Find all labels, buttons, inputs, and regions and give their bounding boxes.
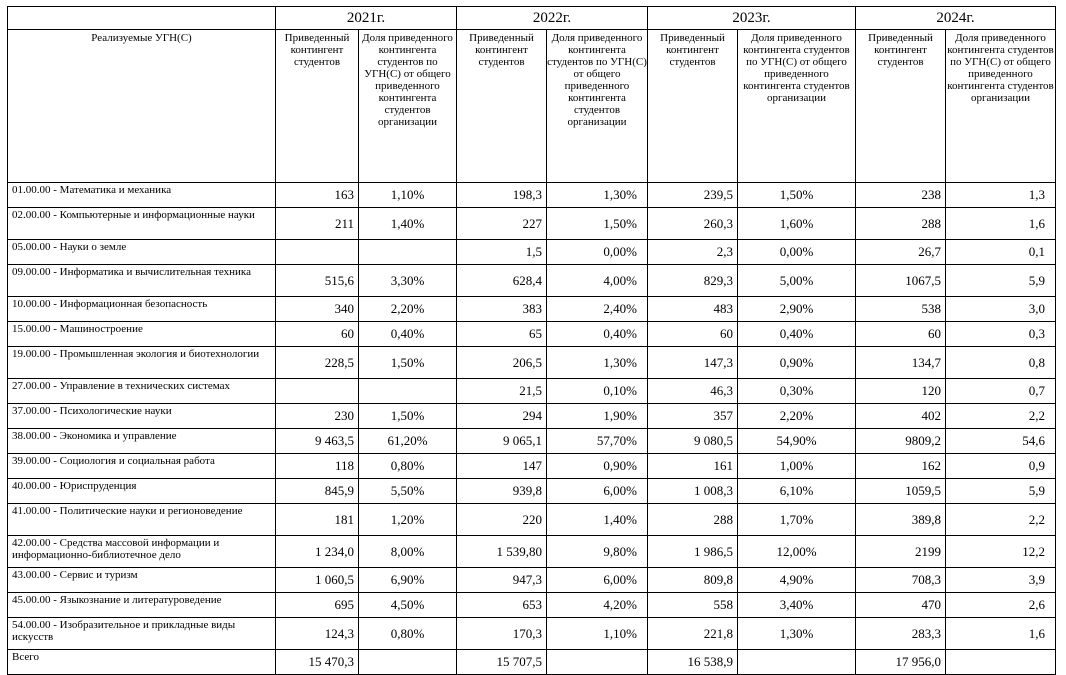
count-2023-cell: 260,3 <box>648 208 738 240</box>
ugn-name-cell: 05.00.00 - Науки о земле <box>8 240 276 265</box>
ugn-name-cell: 15.00.00 - Машиностроение <box>8 322 276 347</box>
count-2024-cell: 1059,5 <box>856 479 946 504</box>
share-2022-cell: 1,50% <box>547 208 648 240</box>
ugn-name-cell: 54.00.00 - Изобразительное и прикладные виды искусств <box>8 618 276 650</box>
share-2022-cell: 0,40% <box>547 322 648 347</box>
table-row <box>8 618 1056 650</box>
count-2022-cell: 9 065,1 <box>457 429 547 454</box>
share-2022-header: Доля приведенного контингента студентов по УГН(С) от общего приведенного контингента студентов организации <box>547 30 648 183</box>
share-2021-cell: 3,30% <box>359 265 457 297</box>
share-2024-cell: 5,9 <box>946 265 1056 297</box>
empty-cell <box>946 650 1056 675</box>
share-2023-cell: 5,00% <box>738 265 856 297</box>
empty-cell <box>359 650 457 675</box>
ugn-name-cell: 19.00.00 - Промышленная экология и биотехнологии <box>8 347 276 379</box>
count-2022-cell: 227 <box>457 208 547 240</box>
count-2024-cell: 134,7 <box>856 347 946 379</box>
count-2021-cell: 1 060,5 <box>276 568 359 593</box>
count-2023-cell: 483 <box>648 297 738 322</box>
count-2022-cell: 628,4 <box>457 265 547 297</box>
count-2021-cell: 9 463,5 <box>276 429 359 454</box>
count-2024-cell: 120 <box>856 379 946 404</box>
share-2022-cell: 2,40% <box>547 297 648 322</box>
share-2021-cell: 0,40% <box>359 322 457 347</box>
count-2024-cell: 708,3 <box>856 568 946 593</box>
count-2024-cell: 288 <box>856 208 946 240</box>
count-2021-cell <box>276 379 359 404</box>
ugn-name-cell: 37.00.00 - Психологические науки <box>8 404 276 429</box>
table-row <box>8 183 1056 208</box>
count-2021-cell: 515,6 <box>276 265 359 297</box>
count-2024-cell: 2199 <box>856 536 946 568</box>
total-2021-cell: 15 470,3 <box>276 650 359 675</box>
document-page <box>7 6 1056 675</box>
count-2021-cell: 228,5 <box>276 347 359 379</box>
count-2021-cell: 340 <box>276 297 359 322</box>
ugn-name-cell: 41.00.00 - Политические науки и регионоведение <box>8 504 276 536</box>
share-2023-cell: 54,90% <box>738 429 856 454</box>
count-2021-cell: 181 <box>276 504 359 536</box>
count-2022-cell: 939,8 <box>457 479 547 504</box>
share-2024-cell: 1,3 <box>946 183 1056 208</box>
count-2022-cell: 653 <box>457 593 547 618</box>
share-2021-header: Доля приведенного контингента студентов по УГН(С) от общего приведенного контингента студентов организации <box>359 30 457 183</box>
table-row <box>8 347 1056 379</box>
count-2023-cell: 239,5 <box>648 183 738 208</box>
count-2022-cell: 21,5 <box>457 379 547 404</box>
count-2022-cell: 206,5 <box>457 347 547 379</box>
count-2021-cell: 60 <box>276 322 359 347</box>
share-2021-cell: 1,20% <box>359 504 457 536</box>
count-2023-cell: 60 <box>648 322 738 347</box>
share-2022-cell: 9,80% <box>547 536 648 568</box>
count-2022-cell: 1 539,80 <box>457 536 547 568</box>
count-2024-cell: 538 <box>856 297 946 322</box>
share-2021-cell: 1,50% <box>359 404 457 429</box>
count-2021-cell: 124,3 <box>276 618 359 650</box>
count-2023-cell: 2,3 <box>648 240 738 265</box>
column-header-row <box>8 30 1056 183</box>
share-2023-cell: 1,30% <box>738 618 856 650</box>
count-2022-cell: 198,3 <box>457 183 547 208</box>
share-2021-cell: 5,50% <box>359 479 457 504</box>
year-header-row <box>8 7 1056 30</box>
table-row <box>8 240 1056 265</box>
ugn-name-cell: 42.00.00 - Средства массовой информации и информационно-библиотечное дело <box>8 536 276 568</box>
share-2023-cell: 4,90% <box>738 568 856 593</box>
share-2024-cell: 54,6 <box>946 429 1056 454</box>
ugn-column-header: Реализуемые УГН(С) <box>8 30 276 183</box>
share-2023-cell: 0,00% <box>738 240 856 265</box>
count-2024-cell: 470 <box>856 593 946 618</box>
share-2023-cell: 1,60% <box>738 208 856 240</box>
ugn-name-cell: 45.00.00 - Языкознание и литературоведение <box>8 593 276 618</box>
count-2023-cell: 809,8 <box>648 568 738 593</box>
ugn-name-cell: 27.00.00 - Управление в технических системах <box>8 379 276 404</box>
table-row <box>8 429 1056 454</box>
count-2023-cell: 288 <box>648 504 738 536</box>
ugn-contingent-table <box>7 6 1056 675</box>
share-2024-cell: 0,9 <box>946 454 1056 479</box>
count-2021-cell: 695 <box>276 593 359 618</box>
count-2022-cell: 147 <box>457 454 547 479</box>
share-2021-cell: 61,20% <box>359 429 457 454</box>
year-2022-header: 2022г. <box>457 7 648 30</box>
ugn-name-cell: 02.00.00 - Компьютерные и информационные науки <box>8 208 276 240</box>
share-2022-cell: 57,70% <box>547 429 648 454</box>
total-label-cell: Всего <box>8 650 276 675</box>
count-2024-cell: 60 <box>856 322 946 347</box>
ugn-name-cell: 40.00.00 - Юриспруденция <box>8 479 276 504</box>
count-2023-cell: 558 <box>648 593 738 618</box>
count-2023-cell: 1 008,3 <box>648 479 738 504</box>
count-2021-cell <box>276 240 359 265</box>
share-2024-cell: 12,2 <box>946 536 1056 568</box>
count-2023-header: Приведенный контингент студентов <box>648 30 738 183</box>
share-2024-cell: 0,7 <box>946 379 1056 404</box>
count-2023-cell: 829,3 <box>648 265 738 297</box>
share-2022-cell: 0,00% <box>547 240 648 265</box>
share-2022-cell: 1,30% <box>547 347 648 379</box>
count-2022-cell: 1,5 <box>457 240 547 265</box>
share-2021-cell: 1,10% <box>359 183 457 208</box>
table-row <box>8 479 1056 504</box>
share-2024-cell: 5,9 <box>946 479 1056 504</box>
share-2023-cell: 2,90% <box>738 297 856 322</box>
share-2022-cell: 6,00% <box>547 568 648 593</box>
share-2021-cell <box>359 379 457 404</box>
share-2024-cell: 2,6 <box>946 593 1056 618</box>
total-2024-cell: 17 956,0 <box>856 650 946 675</box>
share-2024-cell: 2,2 <box>946 404 1056 429</box>
table-row <box>8 379 1056 404</box>
total-2022-cell: 15 707,5 <box>457 650 547 675</box>
count-2023-cell: 46,3 <box>648 379 738 404</box>
share-2023-cell: 1,50% <box>738 183 856 208</box>
share-2023-cell: 1,00% <box>738 454 856 479</box>
total-2023-cell: 16 538,9 <box>648 650 738 675</box>
count-2024-cell: 283,3 <box>856 618 946 650</box>
count-2024-header: Приведенный контингент студентов <box>856 30 946 183</box>
count-2024-cell: 26,7 <box>856 240 946 265</box>
count-2024-cell: 402 <box>856 404 946 429</box>
share-2023-cell: 0,30% <box>738 379 856 404</box>
share-2022-cell: 1,40% <box>547 504 648 536</box>
share-2021-cell <box>359 240 457 265</box>
ugn-name-cell: 39.00.00 - Социология и социальная работа <box>8 454 276 479</box>
share-2024-cell: 1,6 <box>946 618 1056 650</box>
share-2023-cell: 0,90% <box>738 347 856 379</box>
share-2022-cell: 6,00% <box>547 479 648 504</box>
count-2024-cell: 9809,2 <box>856 429 946 454</box>
count-2022-cell: 294 <box>457 404 547 429</box>
share-2024-header: Доля приведенного контингента студентов по УГН(С) от общего приведенного контингента студентов организации <box>946 30 1056 183</box>
year-2024-header: 2024г. <box>856 7 1056 30</box>
year-2021-header: 2021г. <box>276 7 457 30</box>
count-2023-cell: 221,8 <box>648 618 738 650</box>
count-2021-cell: 163 <box>276 183 359 208</box>
count-2021-cell: 230 <box>276 404 359 429</box>
share-2023-cell: 0,40% <box>738 322 856 347</box>
share-2021-cell: 1,40% <box>359 208 457 240</box>
share-2021-cell: 8,00% <box>359 536 457 568</box>
share-2022-cell: 1,30% <box>547 183 648 208</box>
share-2023-cell: 6,10% <box>738 479 856 504</box>
count-2022-cell: 383 <box>457 297 547 322</box>
share-2023-cell: 12,00% <box>738 536 856 568</box>
share-2021-cell: 4,50% <box>359 593 457 618</box>
count-2022-cell: 947,3 <box>457 568 547 593</box>
table-row <box>8 208 1056 240</box>
share-2024-cell: 0,1 <box>946 240 1056 265</box>
share-2023-cell: 2,20% <box>738 404 856 429</box>
count-2022-cell: 220 <box>457 504 547 536</box>
ugn-name-cell: 01.00.00 - Математика и механика <box>8 183 276 208</box>
table-row <box>8 454 1056 479</box>
share-2024-cell: 2,2 <box>946 504 1056 536</box>
count-2021-cell: 1 234,0 <box>276 536 359 568</box>
table-row <box>8 265 1056 297</box>
share-2023-header: Доля приведенного контингента студентов по УГН(С) от общего приведенного контингента студентов организации <box>738 30 856 183</box>
table-row <box>8 322 1056 347</box>
ugn-name-cell: 38.00.00 - Экономика и управление <box>8 429 276 454</box>
count-2021-cell: 211 <box>276 208 359 240</box>
count-2022-cell: 65 <box>457 322 547 347</box>
count-2021-header: Приведенный контингент студентов <box>276 30 359 183</box>
share-2024-cell: 3,0 <box>946 297 1056 322</box>
share-2022-cell: 4,20% <box>547 593 648 618</box>
share-2024-cell: 1,6 <box>946 208 1056 240</box>
ugn-name-cell: 10.00.00 - Информационная безопасность <box>8 297 276 322</box>
count-2023-cell: 161 <box>648 454 738 479</box>
count-2022-header: Приведенный контингент студентов <box>457 30 547 183</box>
table-row <box>8 504 1056 536</box>
count-2023-cell: 357 <box>648 404 738 429</box>
total-row <box>8 650 1056 675</box>
share-2022-cell: 1,10% <box>547 618 648 650</box>
ugn-name-cell: 09.00.00 - Информатика и вычислительная техника <box>8 265 276 297</box>
empty-cell <box>547 650 648 675</box>
count-2024-cell: 389,8 <box>856 504 946 536</box>
table-row <box>8 568 1056 593</box>
share-2022-cell: 0,10% <box>547 379 648 404</box>
share-2024-cell: 0,8 <box>946 347 1056 379</box>
year-2023-header: 2023г. <box>648 7 856 30</box>
count-2024-cell: 162 <box>856 454 946 479</box>
table-row <box>8 297 1056 322</box>
count-2024-cell: 1067,5 <box>856 265 946 297</box>
share-2022-cell: 0,90% <box>547 454 648 479</box>
count-2021-cell: 845,9 <box>276 479 359 504</box>
table-row <box>8 593 1056 618</box>
table-row <box>8 536 1056 568</box>
blank-corner-cell <box>8 7 276 30</box>
share-2021-cell: 6,90% <box>359 568 457 593</box>
share-2021-cell: 1,50% <box>359 347 457 379</box>
share-2024-cell: 3,9 <box>946 568 1056 593</box>
share-2021-cell: 2,20% <box>359 297 457 322</box>
share-2023-cell: 1,70% <box>738 504 856 536</box>
share-2021-cell: 0,80% <box>359 454 457 479</box>
share-2022-cell: 4,00% <box>547 265 648 297</box>
count-2021-cell: 118 <box>276 454 359 479</box>
empty-cell <box>738 650 856 675</box>
count-2024-cell: 238 <box>856 183 946 208</box>
share-2024-cell: 0,3 <box>946 322 1056 347</box>
count-2023-cell: 9 080,5 <box>648 429 738 454</box>
table-row <box>8 404 1056 429</box>
ugn-name-cell: 43.00.00 - Сервис и туризм <box>8 568 276 593</box>
count-2022-cell: 170,3 <box>457 618 547 650</box>
count-2023-cell: 1 986,5 <box>648 536 738 568</box>
share-2023-cell: 3,40% <box>738 593 856 618</box>
share-2022-cell: 1,90% <box>547 404 648 429</box>
count-2023-cell: 147,3 <box>648 347 738 379</box>
share-2021-cell: 0,80% <box>359 618 457 650</box>
